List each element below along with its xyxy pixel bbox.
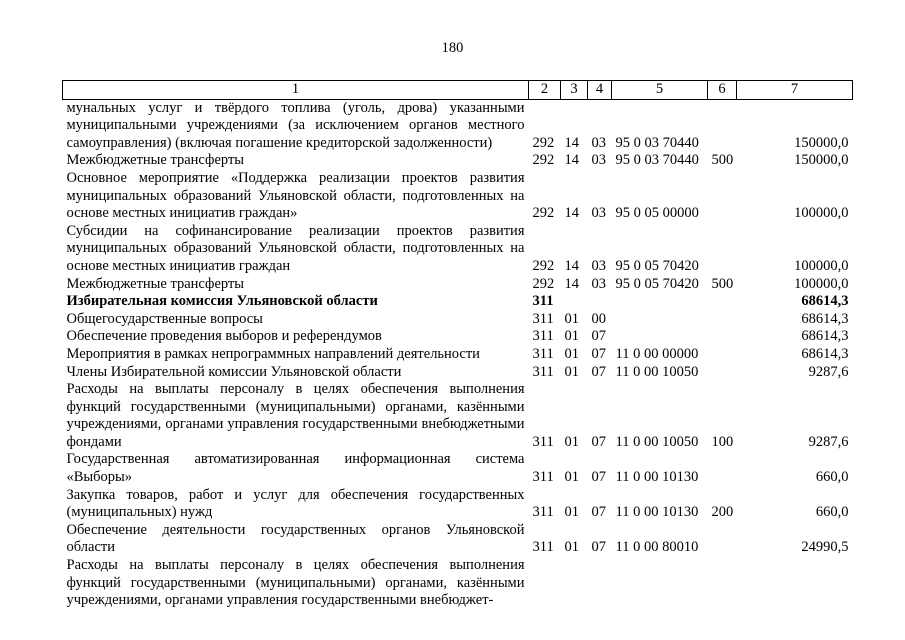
code-target: 95 0 03 70440: [615, 134, 699, 151]
code-section: 14: [564, 275, 579, 292]
code-target: 95 0 05 00000: [615, 205, 699, 222]
table-body: [63, 99, 853, 610]
code-admin: 311: [532, 504, 554, 521]
code-section: 01: [564, 504, 579, 521]
table-row: [63, 328, 853, 346]
code-subsection: 03: [591, 152, 606, 169]
code-target: 11 0 00 10130: [615, 504, 699, 521]
code-subsection: 03: [591, 205, 606, 222]
code-section: 01: [564, 469, 579, 486]
code-admin: 292: [532, 152, 555, 169]
column-header: 5: [612, 81, 708, 100]
code-admin: 311: [532, 293, 554, 310]
table-row: [63, 276, 853, 294]
row-name: Субсидии на софинансирование реализации проектов развития муниципальных образований Ульяновской области, подготовленных на основе местных инициатив граждан: [66, 222, 525, 274]
table-row: [63, 223, 853, 276]
code-target: 11 0 00 10130: [615, 469, 699, 486]
code-section: [561, 557, 588, 610]
row-name: Расходы на выплаты персоналу в целях обеспечения выполнения функций государственными (муниципальными) органами, казёнными учреждениями, органами управления государственными внебюджетными фондами: [66, 381, 525, 450]
code-section: 01: [564, 345, 579, 362]
code-expense-type: [708, 522, 737, 557]
amount: 9287,6: [808, 433, 849, 450]
table-row: [63, 170, 853, 223]
amount: 24990,5: [801, 539, 849, 556]
table-row: [63, 451, 853, 486]
code-expense-type: [708, 311, 737, 329]
code-admin: 311: [532, 363, 554, 380]
amount: 68614,3: [801, 310, 849, 327]
code-section: 14: [564, 257, 579, 274]
code-target: 95 0 05 70420: [615, 257, 699, 274]
amount: 660,0: [815, 469, 849, 486]
code-admin: 292: [532, 275, 555, 292]
row-name: Межбюджетные трансферты: [66, 275, 245, 292]
code-subsection: 03: [591, 257, 606, 274]
table-row: [63, 293, 853, 311]
code-target: 11 0 00 10050: [615, 363, 699, 380]
code-subsection: 00: [591, 310, 606, 327]
table-row: [63, 311, 853, 329]
amount: 150000,0: [794, 152, 849, 169]
table-row: [63, 522, 853, 557]
code-expense-type: [708, 557, 737, 610]
amount: 100000,0: [794, 257, 849, 274]
code-subsection: 07: [591, 345, 606, 362]
table-row: [63, 381, 853, 451]
code-admin: 311: [532, 310, 554, 327]
row-name: Обеспечение деятельности государственных органов Ульяновской области: [66, 521, 525, 556]
code-subsection: 07: [591, 433, 606, 450]
code-section: 01: [564, 433, 579, 450]
code-admin: 292: [532, 134, 555, 151]
code-target: [612, 328, 708, 346]
table-row: [63, 99, 853, 152]
code-subsection: 07: [591, 328, 606, 345]
code-expense-type: [708, 293, 737, 311]
code-target: 11 0 00 00000: [615, 345, 699, 362]
column-header: 1: [63, 81, 529, 100]
row-name: Закупка товаров, работ и услуг для обеспечения государственных (муниципальных) нужд: [66, 486, 525, 521]
amount: 68614,3: [801, 293, 849, 310]
amount: 9287,6: [808, 363, 849, 380]
code-admin: 292: [532, 257, 555, 274]
code-target: 95 0 05 70420: [615, 275, 699, 292]
row-name: Члены Избирательной комиссии Ульяновской области: [66, 363, 402, 380]
code-target: 95 0 03 70440: [615, 152, 699, 169]
table-header-row: [63, 81, 853, 100]
row-name: Мероприятия в рамках непрограммных направлений деятельности: [66, 345, 480, 362]
code-subsection: 03: [591, 134, 606, 151]
table-row: [63, 346, 853, 364]
column-header: 3: [561, 81, 588, 100]
row-name: Расходы на выплаты персоналу в целях обеспечения выполнения функций государственными (муниципальными) органами, казёнными учреждениями, органами управления государственными внебюджет-: [66, 557, 525, 609]
code-expense-type: 500: [711, 275, 734, 292]
code-expense-type: 500: [711, 152, 734, 169]
code-expense-type: 200: [711, 504, 734, 521]
code-section: 14: [564, 152, 579, 169]
code-admin: 311: [532, 345, 554, 362]
table-row: [63, 364, 853, 382]
code-subsection: 03: [591, 275, 606, 292]
amount: [737, 557, 853, 610]
row-name: Государственная автоматизированная информационная система «Выборы»: [66, 451, 525, 486]
code-expense-type: [708, 223, 737, 276]
table-row: [63, 487, 853, 522]
amount: 68614,3: [801, 345, 849, 362]
column-header: 4: [588, 81, 612, 100]
code-admin: 311: [532, 539, 554, 556]
code-expense-type: [708, 99, 737, 152]
code-expense-type: 100: [711, 433, 734, 450]
code-subsection: 07: [591, 469, 606, 486]
code-target: 11 0 00 10050: [615, 433, 699, 450]
code-subsection: 07: [591, 363, 606, 380]
amount: 100000,0: [794, 275, 849, 292]
amount: 150000,0: [794, 134, 849, 151]
code-target: [612, 311, 708, 329]
code-target: 11 0 00 80010: [615, 539, 699, 556]
budget-table: [62, 80, 853, 610]
code-subsection: 07: [591, 504, 606, 521]
code-expense-type: [708, 346, 737, 364]
code-expense-type: [708, 364, 737, 382]
table-row: [63, 152, 853, 170]
column-header: 6: [708, 81, 737, 100]
code-section: 14: [564, 134, 579, 151]
code-target: [612, 293, 708, 311]
code-admin: [529, 557, 561, 610]
code-section: 01: [564, 310, 579, 327]
code-admin: 311: [532, 433, 554, 450]
column-header: 7: [737, 81, 853, 100]
code-section: 01: [564, 363, 579, 380]
row-name: мунальных услуг и твёрдого топлива (уголь, дрова) указанными муниципальными учреждениями (за исключением органов местного самоуправления) (включая погашение кредиторской задолженности): [66, 99, 525, 151]
amount: 100000,0: [794, 205, 849, 222]
code-subsection: [588, 557, 612, 610]
column-header: 2: [529, 81, 561, 100]
code-subsection: [588, 293, 612, 311]
amount: 660,0: [815, 504, 849, 521]
code-section: 01: [564, 539, 579, 556]
code-admin: 292: [532, 205, 555, 222]
code-expense-type: [708, 170, 737, 223]
row-name: Межбюджетные трансферты: [66, 152, 245, 169]
code-expense-type: [708, 451, 737, 486]
code-expense-type: [708, 328, 737, 346]
code-section: 01: [564, 328, 579, 345]
row-name: Основное мероприятие «Поддержка реализации проектов развития муниципальных образований Ульяновской области, подготовленных на основе местных инициатив граждан»: [66, 169, 525, 222]
code-admin: 311: [532, 469, 554, 486]
code-section: [561, 293, 588, 311]
page-number: 180: [441, 40, 464, 56]
row-name: Избирательная комиссия Ульяновской области: [66, 293, 378, 310]
amount: 68614,3: [801, 328, 849, 345]
row-name: Обеспечение проведения выборов и референдумов: [66, 328, 382, 345]
code-admin: 311: [532, 328, 554, 345]
table-row: [63, 557, 853, 610]
code-subsection: 07: [591, 539, 606, 556]
code-target: [612, 557, 708, 610]
code-section: 14: [564, 205, 579, 222]
row-name: Общегосударственные вопросы: [66, 310, 263, 327]
